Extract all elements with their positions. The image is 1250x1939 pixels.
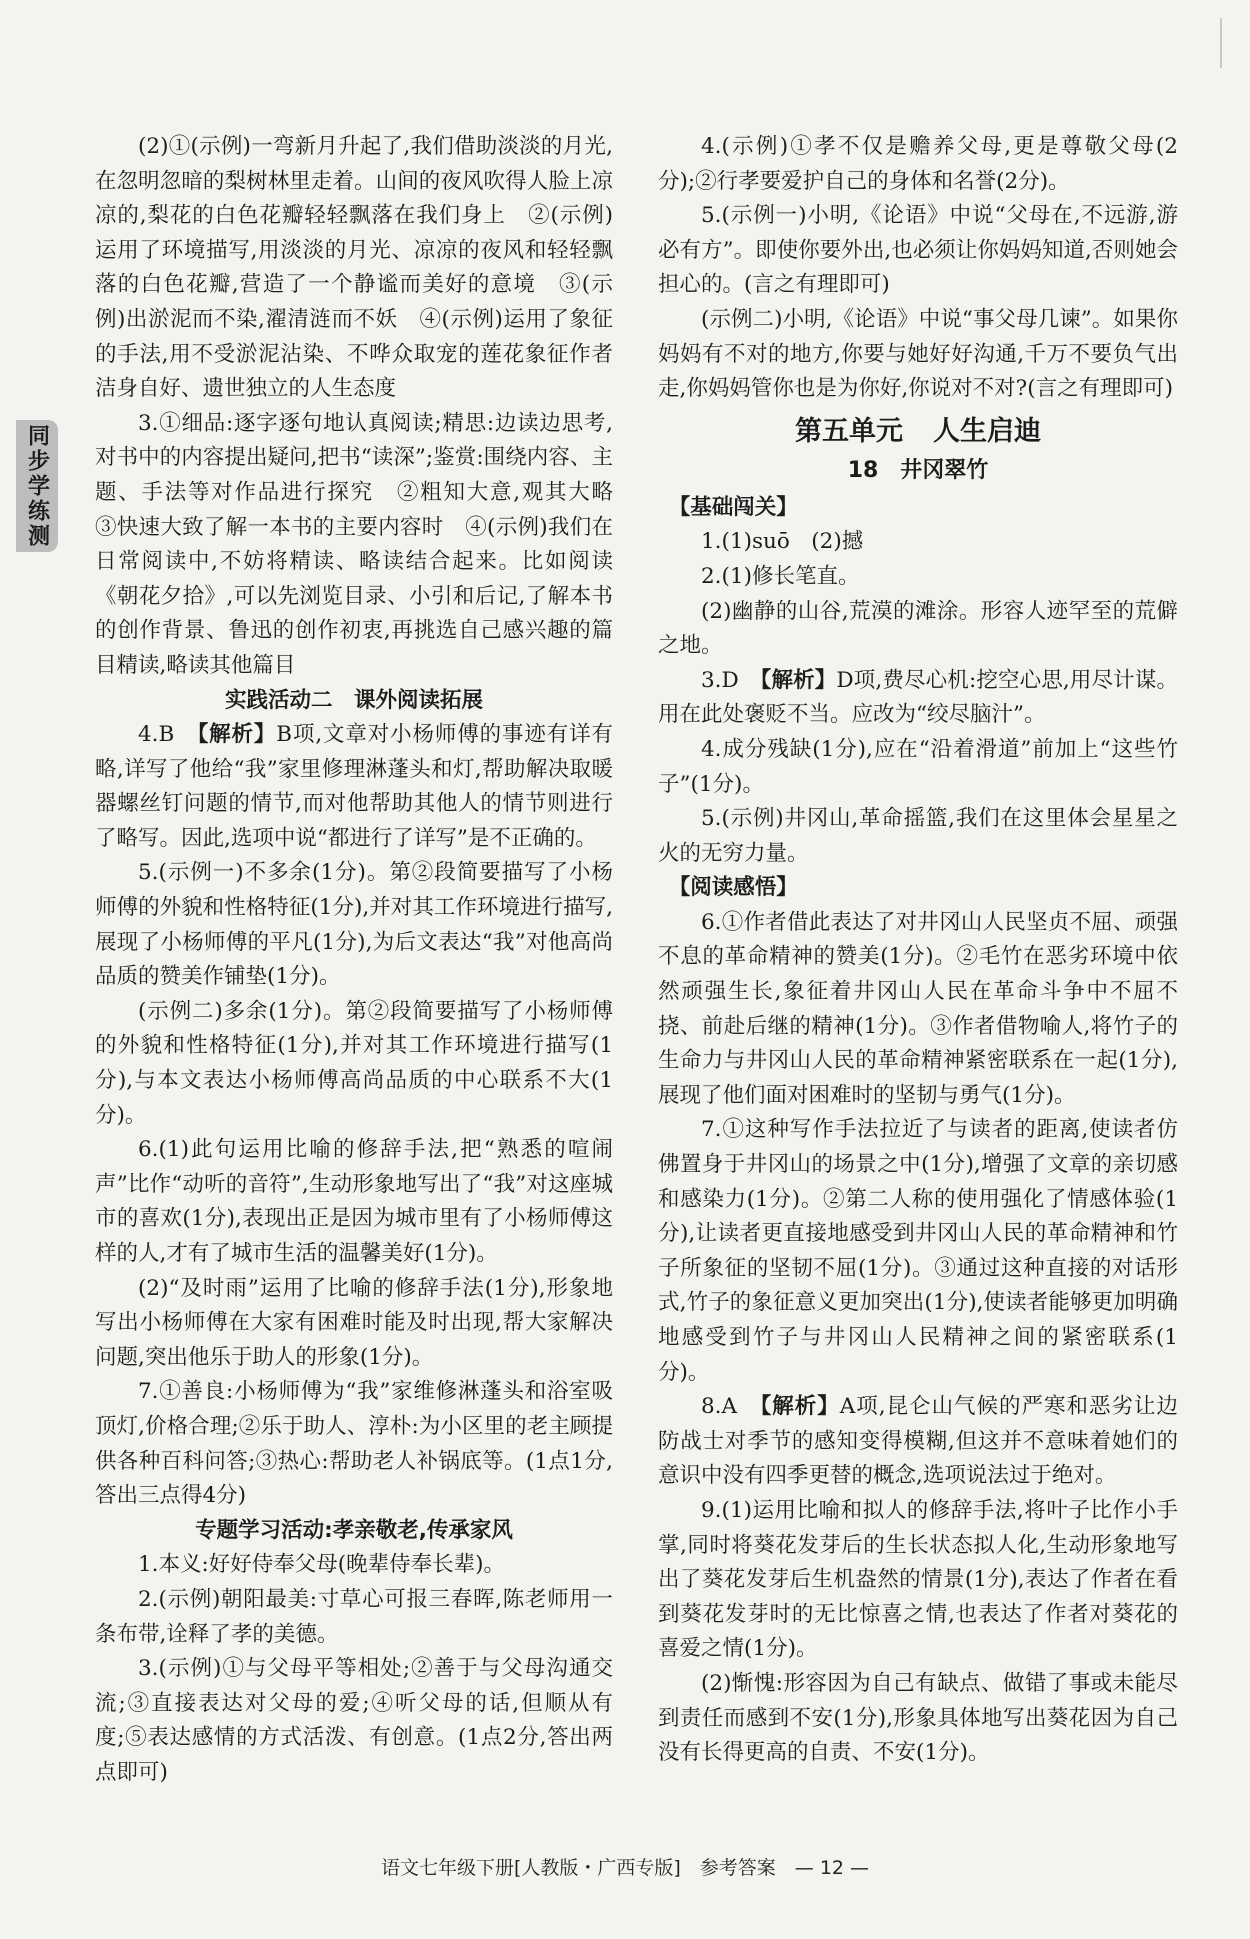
answer-paragraph — [95, 995, 613, 1133]
unit-title — [658, 411, 1178, 453]
right-column — [658, 130, 1178, 1771]
answer-text: 5.(示例一)不多余(1分)。第②段简要描写了小杨师傅的外貌和性格特征(1分),并对其工作环境进行描写,展现了小杨师傅的平凡(1分),为后文表达“我”对他高尚品质的赞美作铺垫(1分)。 — [95, 860, 613, 990]
answer-text: 9.(1)运用比喻和拟人的修辞手法,将叶子比作小手掌,同时将葵花发芽后的生长状态拟人化,生动形象地写出了葵花发芽后生机盎然的情景(1分),表达了作者在看到葵花发芽时的无比惊喜之情,也表达了作者对葵花的喜爱之情(1分)。 — [658, 1497, 1178, 1662]
answer-text: 5.(示例一)小明,《论语》中说“父母在,不远游,游必有方”。即使你要外出,也必须让你妈妈知道,否则她会担心的。(言之有理即可) — [658, 203, 1178, 298]
answer-paragraph — [95, 1652, 613, 1790]
answer-paragraph — [95, 407, 635, 684]
subsection-label: 【阅读感悟】 — [668, 875, 798, 901]
answer-paragraph — [658, 1667, 1178, 1771]
answer-paragraph — [658, 560, 1178, 595]
analysis-label: 【解析】 — [760, 667, 837, 693]
answer-text: 7.①善良:小杨师傅为“我”家维修淋蓬头和浴室吸顶灯,价格合理;②乐于助人、淳朴:为小区里的老主顾提供各种百科问答;③热心:帮助老人补锅底等。(1点1分,答出三点得4分) — [95, 1379, 613, 1509]
analysis-text: B项,文章对小杨师傅的事迹有详有略,详写了他给“我”家里修理淋蓬头和灯,帮助解决取暖器螺丝钉问题的情节,而对他帮助其他人的情节则进行了略写。因此,选项中说“都进行了详写”是不正确的。 — [95, 722, 613, 851]
answer-text: 4.(示例)①孝不仅是赡养父母,更是尊敬父母(2分);②行孝要爱护自己的身体和名誉(2分)。 — [658, 134, 1178, 194]
answer-paragraph — [95, 1583, 613, 1652]
left-column — [95, 130, 635, 1791]
answer-text: 8.A — [701, 1394, 761, 1420]
answer-text: (2)惭愧:形容因为自己有缺点、做错了事或未能尽到责任而感到不安(1分),形象具体地写出葵花因为自己没有长得更高的自责、不安(1分)。 — [658, 1670, 1178, 1766]
answer-text: 2.(示例)朝阳最美:寸草心可报三春晖,陈老师用一条布带,诠释了孝的美德。 — [95, 1586, 613, 1647]
unit-number: 第五单元 — [795, 415, 903, 447]
answer-paragraph — [95, 718, 613, 856]
side-tab-label: 同步学练测 — [24, 423, 50, 549]
answer-paragraph — [658, 1113, 1178, 1390]
answer-text: 1.(1)suō (2)撼 — [701, 529, 864, 555]
answer-paragraph — [95, 1548, 613, 1583]
answer-paragraph — [658, 303, 1178, 407]
analysis-label: 【解析】 — [760, 1394, 840, 1420]
lesson-title: 18 井冈翠竹 — [847, 457, 989, 483]
answer-text: 1.本义:好好侍奉父母(晚辈侍奉长辈)。 — [138, 1552, 506, 1578]
answer-paragraph — [658, 130, 1178, 199]
side-tab — [16, 420, 58, 552]
answer-paragraph — [658, 1390, 1178, 1494]
answer-paragraph — [658, 199, 1178, 303]
answer-text: (2)①(示例)一弯新月升起了,我们借助淡淡的月光,在忽明忽暗的梨树林里走着。山间的夜风吹得人脸上凉凉的,梨花的白色花瓣轻轻飘落在我们身上 ②(示例)运用了环境描写,用淡淡的月光、凉凉的夜风和轻轻飘落的白色花瓣,营造了一个静谧而美好的意境 ③(示例)出淤泥而不染,濯清涟而不妖 ④(示例)运用了象征的手法,用不受淤泥沾染、不哗众取宠的莲花象征作者洁身自好、遗世独立的人生态度 — [95, 134, 613, 402]
page-edge-mark — [1220, 18, 1222, 68]
analysis-text: A项,昆仑山气候的严寒和恶劣让边防战士对季节的感知变得模糊,但这并不意味着她们的意识中没有四季更替的概念,选项说法过于绝对。 — [658, 1394, 1178, 1489]
answer-text: (示例二)多余(1分)。第②段简要描写了小杨师傅的外貌和性格特征(1分),并对其工作环境进行描写(1分),与本文表达小杨师傅高尚品质的中心联系不大(1分)。 — [95, 998, 613, 1128]
answer-paragraph — [95, 1375, 613, 1513]
answer-text: (2)幽静的山谷,荒漠的滩涂。形容人迹罕至的荒僻之地。 — [658, 598, 1178, 659]
page-footer: 语文七年级下册[人教版・广西专版] 参考答案 — 12 — — [380, 1857, 870, 1879]
answer-paragraph — [658, 525, 1178, 560]
unit-theme: 人生启迪 — [933, 415, 1041, 447]
analysis-text: D项,费尽心机:挖空心思,用尽计谋。用在此处褒贬不当。应改为“绞尽脑汁”。 — [658, 667, 1178, 728]
answer-text: 5.(示例)井冈山,革命摇篮,我们在这里体会星星之火的无穷力量。 — [658, 806, 1178, 866]
section-heading: 实践活动二 课外阅读拓展 — [224, 687, 483, 713]
answer-text: 4.B — [138, 722, 198, 748]
answer-paragraph — [658, 595, 1178, 664]
answer-text: 4.成分残缺(1分),应在“沿着滑道”前加上“这些竹子”(1分)。 — [658, 736, 1178, 797]
answer-text: (2)“及时雨”运用了比喻的修辞手法(1分),形象地写出小杨师傅在大家有困难时能及时出现,帮大家解决问题,突出他乐于助人的形象(1分)。 — [95, 1275, 613, 1370]
section-heading: 专题学习活动:孝亲敬老,传承家风 — [195, 1517, 513, 1543]
answer-text: 6.(1)此句运用比喻的修辞手法,把“熟悉的喧闹声”比作“动听的音符”,生动形象地写出了“我”对这座城市的喜欢(1分),表现出正是因为城市里有了小杨师傅这样的人,才有了城市生活的温馨美好(1分)。 — [95, 1137, 613, 1266]
answer-paragraph — [658, 664, 1178, 733]
subsection-label: 【基础闯关】 — [668, 494, 798, 520]
answer-text: 2.(1)修长笔直。 — [701, 563, 860, 589]
analysis-label: 【解析】 — [197, 722, 277, 748]
answer-text: 3.D — [701, 667, 761, 693]
answer-paragraph — [95, 856, 613, 994]
answer-text: (示例二)小明,《论语》中说“事父母几谏”。如果你妈妈有不对的地方,你要与她好好沟通,千万不要负气出走,你妈妈管你也是为你好,你说对不对?(言之有理即可) — [658, 306, 1178, 402]
answer-text: 3.①细品:逐字逐句地认真阅读;精思:边读边思考,对书中的内容提出疑问,把书“读深”;鉴赏:围绕内容、主题、手法等对作品进行探究 ②粗知大意,观其大略 ③快速大致了解一本书的主要内容时 ④(示例)我们在日常阅读中,不妨将精读、略读结合起来。比如阅读《朝花夕拾》,可以先浏览目录、小引和后记,了解本书的创作背景、鲁迅的创作初衷,再挑选自己感兴趣的篇目精读,略读其他篇目 — [95, 410, 635, 678]
answer-paragraph — [95, 1272, 613, 1376]
answer-paragraph — [658, 906, 1178, 1114]
answer-text: 7.①这种写作手法拉近了与读者的距离,使读者仿佛置身于井冈山的场景之中(1分),增强了文章的亲切感和感染力(1分)。②第二人称的使用强化了情感体验(1分),让读者更直接地感受到井冈山人民的革命精神和竹子所象征的坚韧不屈(1分)。③通过这种直接的对话形式,竹子的象征意义更加突出(1分),使读者能够更加明确地感受到竹子与井冈山人民精神之间的紧密联系(1分)。 — [658, 1117, 1178, 1385]
answer-text: 3.(示例)①与父母平等相处;②善于与父母沟通交流;③直接表达对父母的爱;④听父母的话,但顺从有度;⑤表达感情的方式活泼、有创意。(1点2分,答出两点即可) — [95, 1656, 613, 1785]
answer-text: 6.①作者借此表达了对井冈山人民坚贞不屈、顽强不息的革命精神的赞美(1分)。②毛竹在恶劣环境中依然顽强生长,象征着井冈山人民在革命斗争中不屈不挠、前赴后继的精神(1分)。③作者借物喻人,将竹子的生命力与井冈山人民的革命精神紧密联系在一起(1分),展现了他们面对困难时的坚韧与勇气(1分)。 — [658, 909, 1178, 1108]
answer-paragraph — [95, 130, 613, 407]
answer-paragraph — [658, 1494, 1178, 1667]
answer-paragraph — [95, 1133, 613, 1271]
answer-paragraph — [658, 733, 1178, 802]
answer-paragraph — [658, 802, 1178, 871]
